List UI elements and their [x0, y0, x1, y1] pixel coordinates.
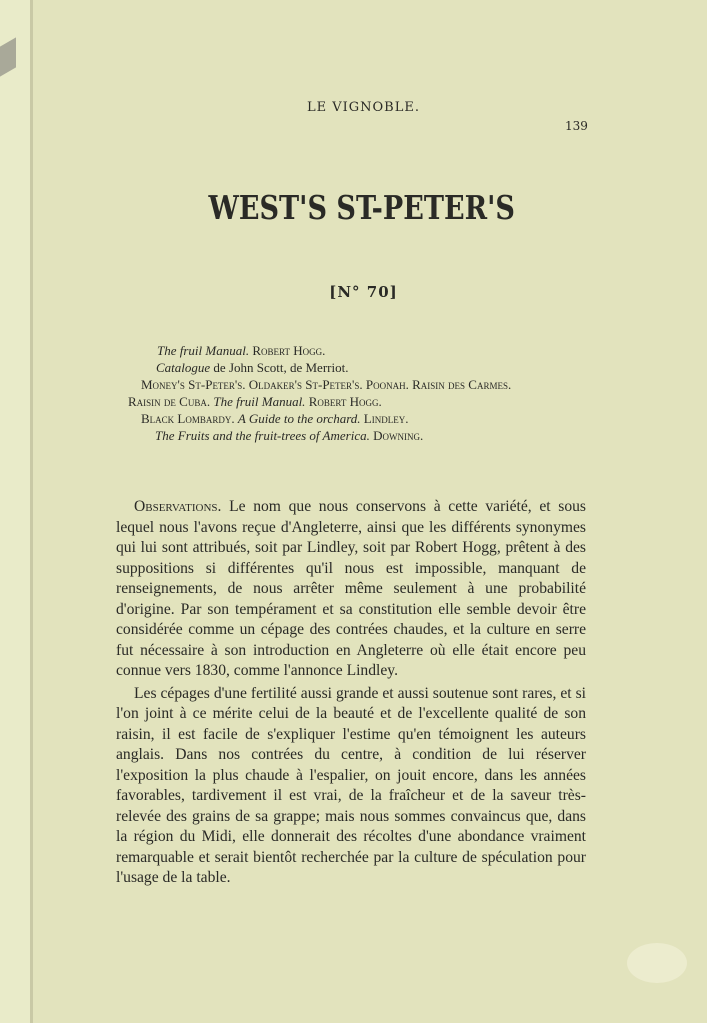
paragraph: [116, 497, 586, 682]
synonym-text: Lindley.: [363, 411, 409, 426]
book-gutter-edge: [0, 0, 33, 1023]
synonym-text: Raisin de Cuba.: [128, 394, 211, 409]
synonym-line: [155, 428, 423, 443]
synonym-line: [157, 343, 325, 358]
synonym-line: Money's St-Peter's. Oldaker's St-Peter's. Poonah. Raisin des Carmes.: [141, 377, 512, 392]
synonym-source: A Guide to the orchard.: [237, 411, 361, 426]
synonym-source: The fruil Manual.: [157, 343, 250, 358]
synonym-text: de John Scott, de Merriot.: [213, 360, 349, 375]
synonym-text: Downing.: [373, 428, 424, 443]
paragraph-text: Le nom que nous conservons à cette variété, et sous lequel nous l'avons reçue d'Angleterre, ainsi que les différents synonymes qui lui sont attribués, soit par Lindley, soit par Robert Hogg, prêtent à des suppositions si différentes qu'il nous est impossible, manquant de renseignements, de nous arrêter même seulement à une probabilité d'origine. Par son tempérament et sa constitution elle semble devoir être considérée comme un cépage des contrées chaudes, et la culture en serre fut nécessaire à son introduction en Angleterre où elle était encore peu connue vers 1830, comme l'annonce Lindley.: [116, 498, 586, 679]
page-number: 139: [565, 119, 588, 133]
synonym-line: [141, 411, 408, 426]
synonym-line: [128, 394, 382, 409]
synonym-text: Black Lombardy.: [141, 411, 235, 426]
synonym-text: Robert Hogg.: [252, 343, 326, 358]
body-text: [116, 497, 586, 889]
synonym-source: The fruil Manual.: [213, 394, 306, 409]
synonym-text: Robert Hogg.: [308, 394, 382, 409]
paper-stain: [627, 943, 687, 983]
synonym-source: Catalogue: [156, 360, 211, 375]
running-head: LE VIGNOBLE.: [306, 100, 420, 115]
page-title: WEST'S ST-PETER'S: [208, 188, 515, 227]
paragraph: Les cépages d'une fertilité aussi grande et aussi soutenue sont rares, et si l'on joint à ce mérite celui de la beauté et de l'excellente qualité de son raisin, il est facile de s'expliquer l'estime qu'en témoignent les auteurs anglais. Dans nos contrées du centre, à condition de lui réserver l'exposition la plus chaude à l'espalier, on jouit encore, dans les années favorables, tardivement il est vrai, de la fraîcheur et de la saveur très-relevée des grains de sa grappe; mais nous sommes convaincus que, dans la région du Midi, elle donnerait des récoltes d'une abondance vraiment remarquable et serait bientôt recherchée par la culture de spéculation pour l'usage de la table.: [116, 684, 586, 886]
synonym-source: The Fruits and the fruit-trees of America.: [155, 428, 370, 443]
lead-word: Observations.: [134, 498, 222, 515]
synonym-line: [156, 360, 348, 375]
variety-number: [N° 70]: [329, 283, 398, 301]
